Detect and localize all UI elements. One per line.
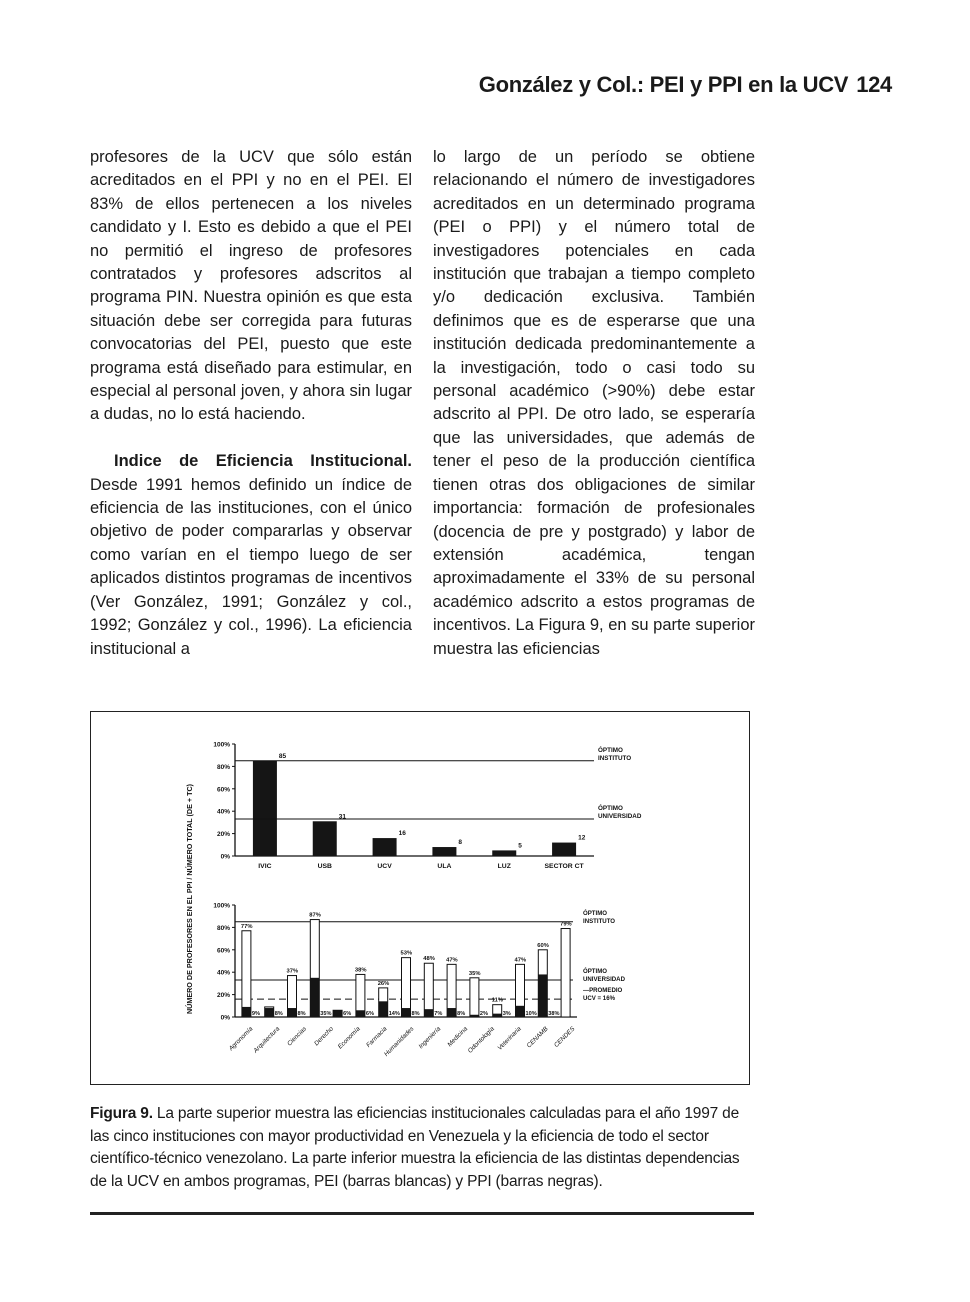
bottom-category-label: Odontología (466, 1025, 496, 1055)
bottom-reference-label: ÓPTIMO (583, 909, 608, 917)
bottom-pei-bar (424, 963, 433, 1017)
bottom-pei-value-label: 26% (377, 980, 390, 987)
bottom-pei-value-label: 47% (514, 957, 527, 964)
section-body: Desde 1991 hemos definido un índice de eficiencia de las instituciones, con el único objetivo de poder compararlas y observar como varían en el tiempo luego de ser aplicados distintos programas de incentivos (Ver González, 1991; González y col., 1992; González y col., 1996). La eficiencia institucional a (90, 475, 412, 658)
bottom-ppi-bar (356, 1010, 365, 1017)
bottom-ppi-bar (470, 1015, 479, 1017)
top-category-label: SECTOR CT (544, 863, 584, 870)
top-bar-value-label: 5 (518, 842, 522, 850)
bottom-reference-label: UCV = 16% (583, 995, 616, 1003)
top-category-label: ULA (437, 863, 452, 870)
top-y-tick-label: 20% (216, 831, 230, 839)
figure-9-charts (91, 712, 751, 1086)
bottom-ppi-bar (538, 974, 547, 1017)
top-reference-label: INSTITUTO (598, 754, 632, 762)
top-bar-ucv (373, 838, 397, 856)
figure-9 (90, 711, 750, 1085)
bottom-pei-value-label: 48% (423, 956, 435, 963)
bottom-ppi-value-label: 38% (548, 1011, 560, 1017)
section-heading: Indice de Eficiencia Institucional. (114, 452, 412, 471)
page-number: 124 (856, 72, 892, 97)
bottom-category-label: Farmacia (365, 1025, 389, 1049)
bottom-reference-label: ÓPTIMO (583, 968, 608, 976)
top-bar-value-label: 31 (338, 813, 346, 821)
top-bar-sector-ct (552, 843, 576, 856)
bottom-category-label: Ciencias (286, 1025, 309, 1048)
bottom-category-label: Humanidades (382, 1025, 416, 1058)
right-paragraph-1: lo largo de un período se obtiene relacionando el número de investigadores acreditados en un determinado programa (PEI o PPI) y el número total de investigadores potenciales en cada institución que trabajan a tiempo completo y/o dedicación exclusiva. También definimos que es de esperarse que una institución dedicada predominantemente a la investigación, todo o casi todo su personal académico (>90%) debe estar adscrito al PPI. De otro lado, se esperaría que las universidades, que además de tener el peso de la producción científica tienen otras dos obligaciones de similar importancia: formación de profesionales (docencia de pre y postgrado) y labor de extensión académica, tengan aproximadamente el 33% de su personal académico adscrito a estos programas de incentivos. La Figura 9, en su parte superior muestra las eficiencias (433, 148, 755, 658)
bottom-ppi-value-label: 9% (251, 1011, 260, 1017)
bottom-pei-value-label: 38% (354, 967, 367, 974)
bottom-y-tick-label: 0% (220, 1014, 230, 1022)
bottom-pei-value-label: 77% (240, 923, 253, 930)
left-paragraph-1: profesores de la UCV que sólo están acreditados en el PPI y no en el PEI. El 83% de ellos pertenecen a los niveles candidato y I. Esto es debido a que el PEI no permitió el ingreso de profesores contratados y profesores adscritos al programa PIN. Nuestra opinión es que esta situación debe ser corregida para futuras convocatorias del PEI, puesto que este programa está diseñado para estimular, en especial al personal joven, y ahora sin lugar a dudas, no lo está haciendo. (90, 148, 412, 424)
bottom-pei-value-label: 53% (400, 950, 413, 957)
bottom-ppi-bar (265, 1008, 274, 1017)
bottom-ppi-bar (379, 1001, 388, 1017)
top-bar-luz (492, 850, 516, 856)
bottom-ppi-value-label: 35% (320, 1011, 332, 1017)
bottom-category-label: CENDES (552, 1025, 577, 1049)
bottom-category-label: Agronomía (227, 1025, 255, 1053)
bottom-ppi-bar (310, 978, 319, 1017)
top-category-label: IVIC (258, 863, 272, 870)
top-reference-label: ÓPTIMO (598, 746, 623, 754)
bottom-ppi-value-label: 14% (388, 1011, 400, 1017)
running-title: González y Col.: PEI y PPI en la UCV (478, 72, 849, 97)
running-header (479, 72, 892, 98)
caption-text: La parte superior muestra las eficiencias institucionales calculadas para el año 1997 de las cinco instituciones con mayor productividad en Venezuela y la eficiencia de todo el sector científico-técnico venezolano. La parte inferior muestra la eficiencia de las distintas dependencias de la UCV en ambos programas, PEI (barras blancas) y PPI (barras negras). (90, 1105, 740, 1190)
top-reference-label: UNIVERSIDAD (598, 813, 642, 821)
bottom-pei-bar (242, 931, 251, 1017)
right-column (433, 146, 755, 661)
bottom-ppi-bar (402, 1008, 411, 1017)
bottom-reference-label: —PROMEDIO (583, 987, 623, 995)
bottom-ppi-bar (242, 1007, 251, 1017)
bottom-y-tick-label: 100% (213, 902, 230, 910)
bottom-ppi-bar (333, 1010, 342, 1017)
top-reference-label: ÓPTIMO (598, 805, 623, 813)
bottom-pei-value-label: 60% (537, 942, 549, 949)
bottom-category-label: Ingeniería (417, 1025, 443, 1051)
bottom-ppi-bar (288, 1008, 297, 1017)
top-category-label: LUZ (497, 863, 511, 870)
bottom-pei-value-label: 35% (468, 970, 481, 977)
bottom-ppi-value-label: 8% (274, 1011, 283, 1017)
bottom-ppi-value-label: 8% (297, 1011, 306, 1017)
bottom-ppi-value-label: 10% (525, 1011, 537, 1017)
top-bar-value-label: 85 (278, 752, 287, 760)
bottom-y-tick-label: 40% (216, 969, 230, 977)
bottom-category-label: Economía (336, 1025, 362, 1051)
top-category-label: USB (317, 863, 332, 870)
bottom-ppi-bar (493, 1014, 502, 1017)
top-y-tick-label: 100% (213, 741, 230, 749)
figure-caption (90, 1103, 754, 1193)
left-column (90, 146, 412, 661)
top-y-tick-label: 40% (216, 808, 230, 816)
bottom-ppi-value-label: 2% (479, 1011, 488, 1017)
bottom-y-tick-label: 60% (216, 947, 230, 955)
bottom-pei-value-label: 37% (286, 968, 299, 975)
top-bar-ula (432, 847, 456, 856)
top-bar-ivic (253, 761, 277, 856)
bottom-y-tick-label: 20% (216, 992, 230, 1000)
bottom-ppi-value-label: 3% (502, 1011, 511, 1017)
top-bar-value-label: 12 (578, 834, 586, 842)
bottom-ppi-value-label: 8% (411, 1011, 420, 1017)
bottom-category-label: Veterinaria (496, 1025, 523, 1052)
bottom-reference-label: INSTITUTO (583, 917, 616, 925)
bottom-ppi-bar (447, 1008, 456, 1017)
y-axis-title: NÚMERO DE PROFESORES EN EL PPI / NÚMERO TOTAL (DE + TC) (185, 783, 194, 1015)
bottom-y-tick-label: 80% (216, 924, 230, 932)
bottom-ppi-bar (516, 1006, 525, 1017)
top-bar-value-label: 16 (398, 830, 406, 838)
top-bar-value-label: 8 (458, 839, 463, 847)
bottom-pei-bar (470, 978, 479, 1017)
left-paragraph-2 (90, 450, 412, 661)
bottom-ppi-value-label: 8% (457, 1011, 466, 1017)
caption-label: Figura 9. (90, 1105, 153, 1122)
bottom-ppi-value-label: 7% (434, 1011, 443, 1017)
bottom-ppi-value-label: 6% (365, 1011, 374, 1017)
top-category-label: UCV (377, 863, 392, 870)
bottom-rule (90, 1212, 754, 1215)
bottom-pei-value-label: 47% (446, 957, 458, 964)
bottom-category-label: Medicina (446, 1025, 470, 1049)
bottom-category-label: CENAMB (525, 1025, 550, 1050)
bottom-ppi-bar (424, 1009, 433, 1017)
top-y-tick-label: 80% (216, 763, 230, 771)
bottom-pei-value-label: 11% (491, 997, 503, 1004)
bottom-category-label: Derecho (313, 1025, 335, 1048)
top-bar-usb (313, 821, 337, 856)
bottom-category-label: Arquitectura (252, 1025, 282, 1055)
bottom-reference-label: UNIVERSIDAD (583, 976, 625, 984)
top-y-tick-label: 60% (216, 786, 230, 794)
bottom-pei-value-label: 87% (309, 912, 321, 919)
bottom-pei-bar (561, 929, 570, 1017)
bottom-ppi-value-label: 6% (343, 1011, 352, 1017)
top-y-tick-label: 0% (220, 853, 230, 861)
bottom-pei-value-label: 79% (560, 921, 572, 928)
